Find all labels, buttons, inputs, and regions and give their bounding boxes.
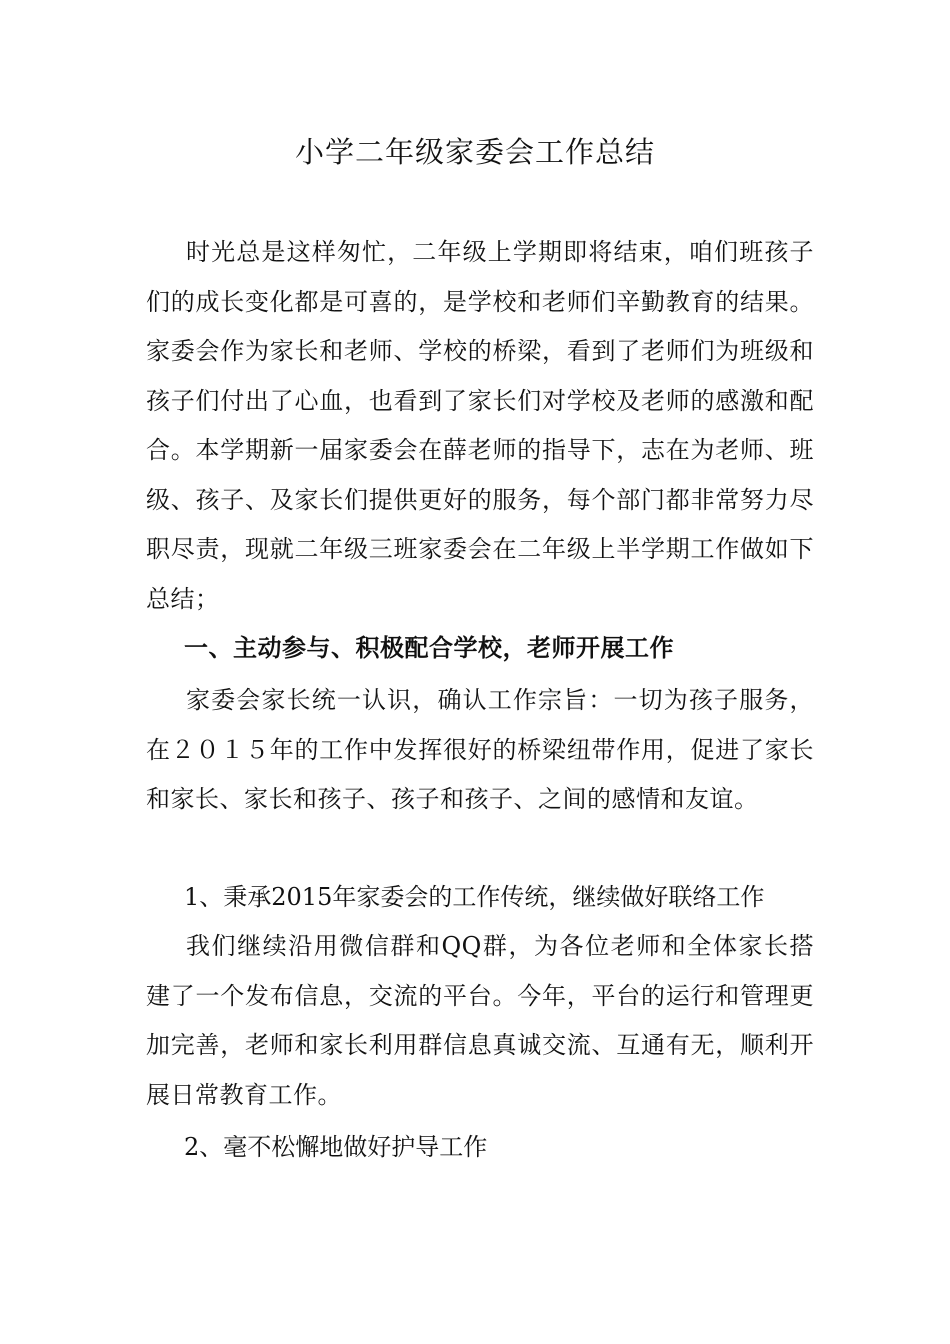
intro-paragraph: 时光总是这样匆忙，二年级上学期即将结束，咱们班孩子们的成长变化都是可喜的，是学校和老师们辛勤教育的结果。家委会作为家长和老师、学校的桥梁，看到了老师们为班级和孩子们付出了心血，也看到了家长们对学校及老师的感激和配合。本学期新一届家委会在薛老师的指导下，志在为老师、班级、孩子、及家长们提供更好的服务，每个部门都非常努力尽职尽责，现就二年级三班家委会在二年级上半学期工作做如下总结； <box>146 238 814 613</box>
subheading-2: 2、毫不松懈地做好护导工作 <box>184 1133 488 1161</box>
section-heading-1: 一、主动参与、积极配合学校，老师开展工作 <box>184 633 674 662</box>
subheading-1: 1、秉承2015年家委会的工作传统，继续做好联络工作 <box>184 883 765 911</box>
subsection-1-paragraph: 我们继续沿用微信群和QQ群，为各位老师和全体家长搭建了一个发布信息，交流的平台。今年，平台的运行和管理更加完善，老师和家长利用群信息真诚交流、互通有无，顺利开展日常教育工作。 <box>146 932 814 1109</box>
section-1-paragraph: 家委会家长统一认识，确认工作宗旨：一切为孩子服务，在２０１５年的工作中发挥很好的桥梁纽带作用，促进了家长和家长、家长和孩子、孩子和孩子、之间的感情和友谊。 <box>146 686 814 813</box>
document-title: 小学二年级家委会工作总结 <box>294 135 655 169</box>
